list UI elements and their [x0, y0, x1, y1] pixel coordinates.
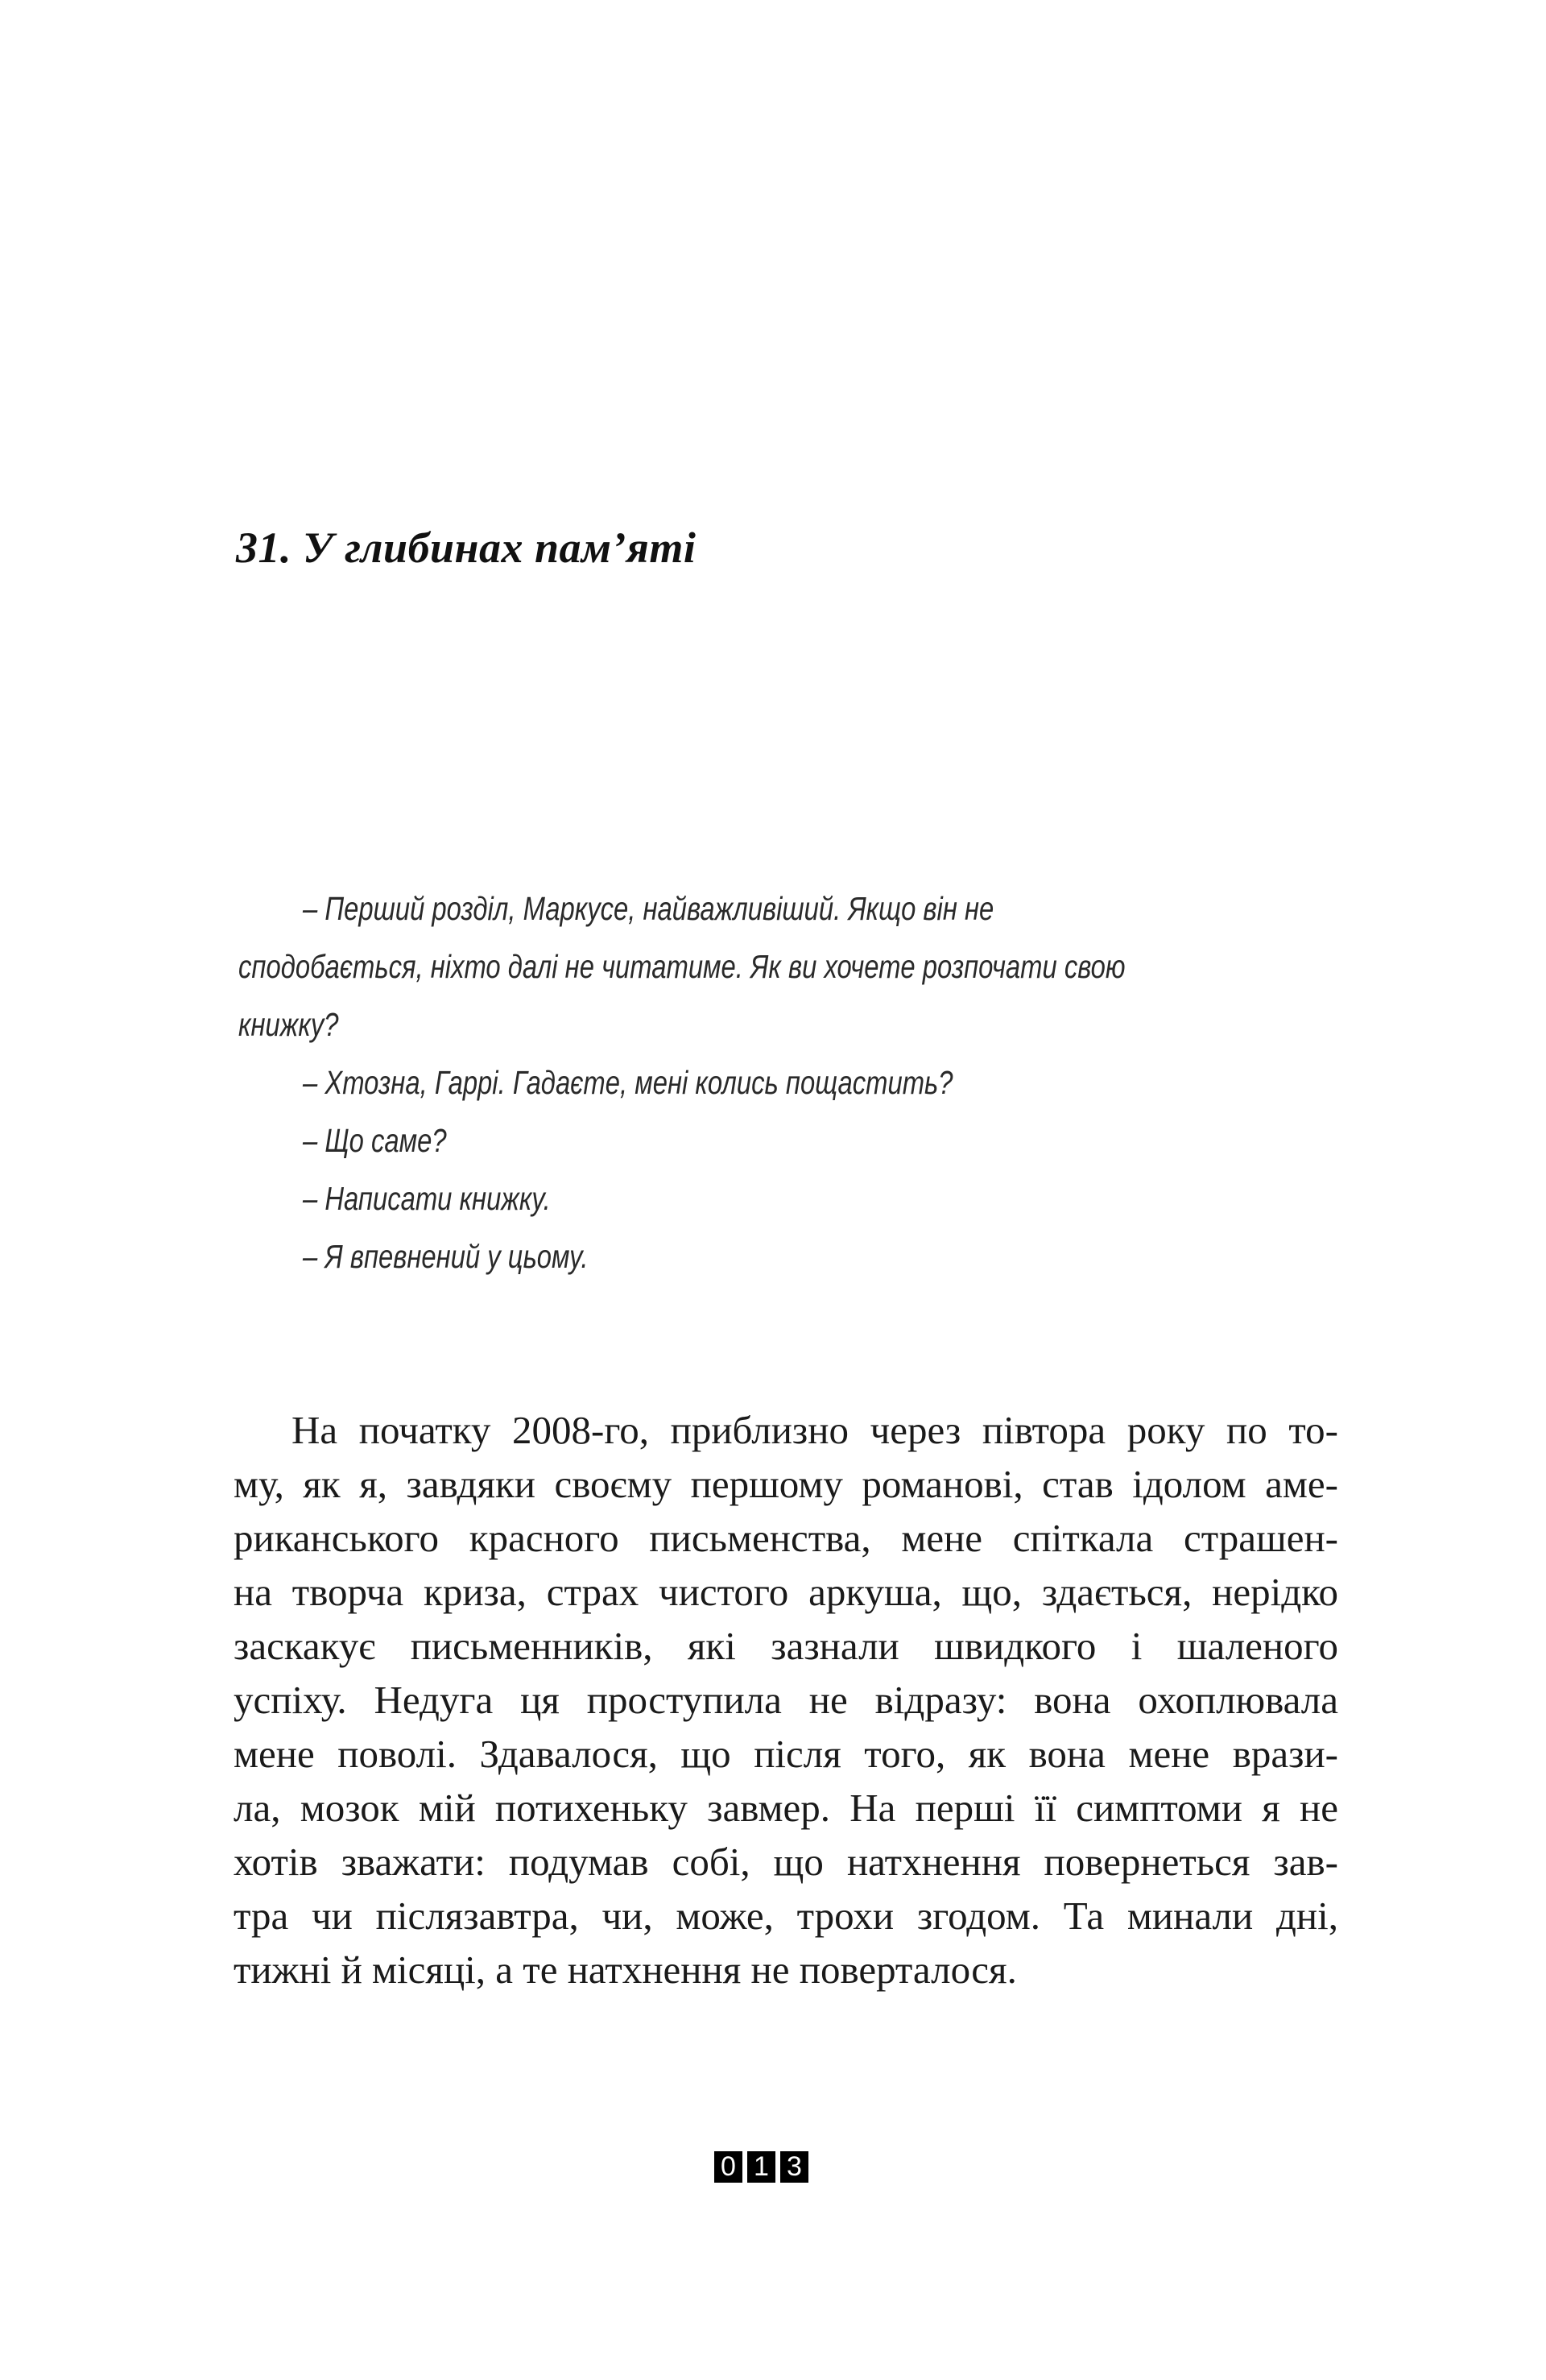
epigraph-line: – Я впевнений у цьому.	[303, 1238, 589, 1275]
body-line: ла, мозок мій потихеньку завмер. На перші її симптоми я не	[234, 1786, 1338, 1830]
epigraph-line: – Що саме?	[303, 1122, 447, 1159]
body-line: хотів зважати: подумав собі, що натхнення повернеться зав-	[234, 1840, 1338, 1884]
body-line: на творча криза, страх чистого аркуша, що, здається, нерідко	[234, 1570, 1338, 1614]
body-line: тра чи післязавтра, чи, може, трохи згодом. Та минали дні,	[234, 1894, 1338, 1938]
epigraph	[238, 880, 1126, 1285]
page-number-digit: 1	[747, 2151, 775, 2183]
epigraph-line: – Хтозна, Гаррі. Гадаєте, мені колись пощастить?	[303, 1064, 953, 1101]
epigraph-line: книжку?	[238, 1006, 339, 1043]
body-line: риканського красного письменства, мене спіткала страшен-	[234, 1516, 1338, 1560]
body-line: На початку 2008-го, приблизно через півтора року по то-	[291, 1408, 1338, 1452]
page-number-digit: 0	[714, 2151, 742, 2183]
body-line: тижні й місяці, а те натхнення не поверталося.	[234, 1947, 1017, 1992]
page-number-digit: 3	[780, 2151, 808, 2183]
body-line: успіху. Недуга ця проступила не відразу: вона охоплювала	[234, 1678, 1338, 1722]
epigraph-line: – Перший розділ, Маркусе, найважливіший. Якщо він не	[303, 890, 994, 927]
chapter-title: 31. У глибинах пам’яті	[236, 524, 697, 572]
body-line: заскакує письменників, які зазнали швидкого і шаленого	[234, 1624, 1338, 1668]
epigraph-line: – Написати книжку.	[303, 1180, 551, 1217]
body-line: мене поволі. Здавалося, що після того, як вона мене врази-	[234, 1732, 1338, 1776]
page-number	[714, 2151, 808, 2183]
epigraph-line: сподобається, ніхто далі не читатиме. Як ви хочете розпочати свою	[238, 948, 1126, 985]
body-paragraph	[234, 1403, 1338, 1997]
body-line: му, як я, завдяки своєму першому романові, став ідолом аме-	[234, 1462, 1338, 1506]
